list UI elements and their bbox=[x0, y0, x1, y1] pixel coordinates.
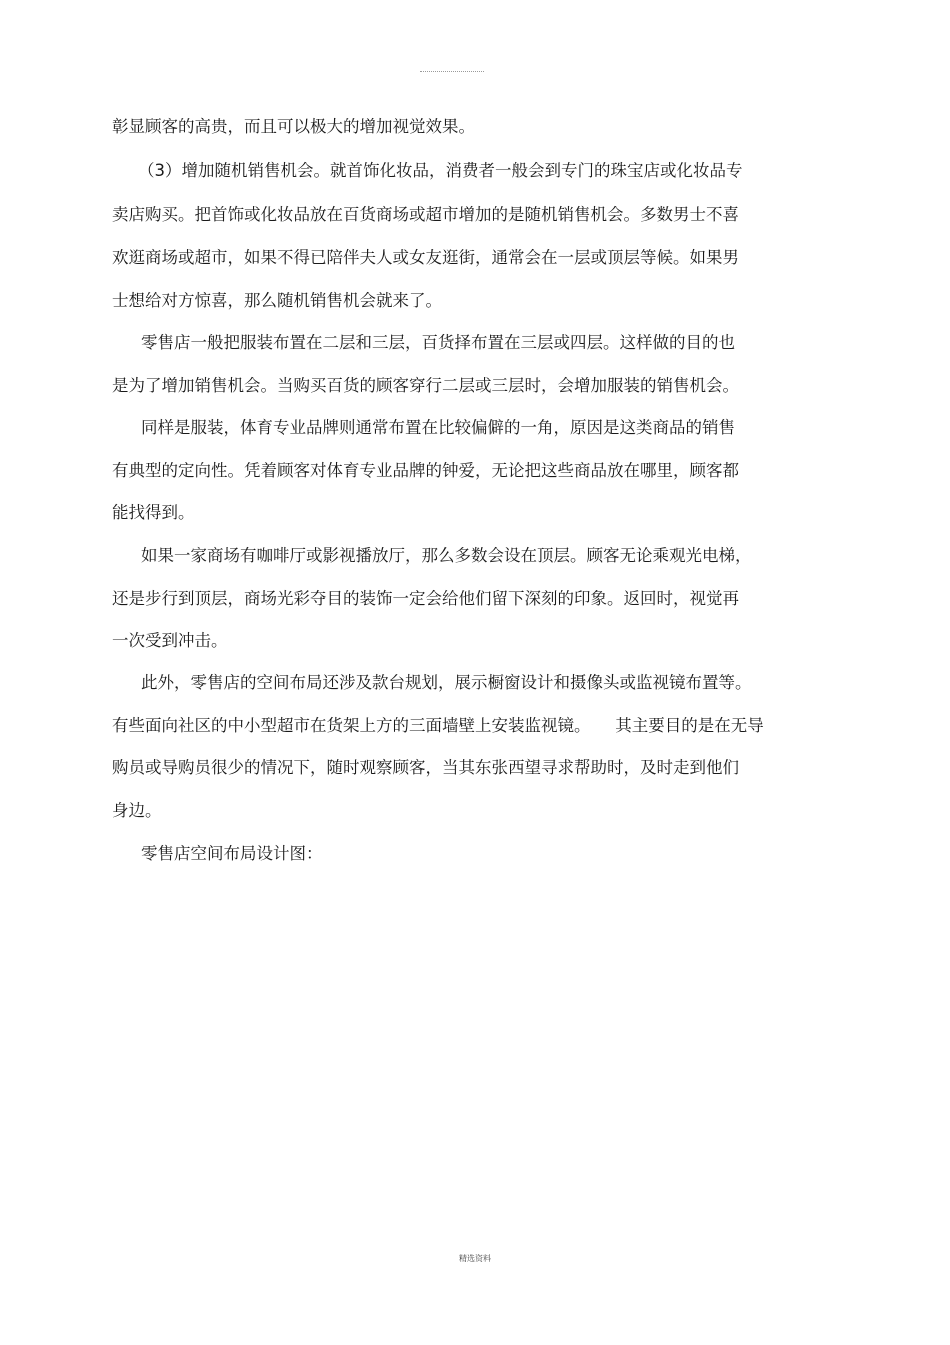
page-footer: 精选资料 bbox=[459, 1254, 491, 1263]
body-line: 购员或导购员很少的情况下，随时观察顾客，当其东张西望寻求帮助时，及时走到他们 bbox=[112, 758, 739, 777]
body-line: 身边。 bbox=[112, 801, 162, 820]
body-line: 如果一家商场有咖啡厅或影视播放厅，那么多数会设在顶层。顾客无论乘观光电梯， bbox=[141, 546, 752, 565]
body-line: 一次受到冲击。 bbox=[112, 631, 228, 650]
body-line: 卖店购买。把首饰或化妆品放在百货商场或超市增加的是随机销售机会。多数男士不喜 bbox=[112, 205, 739, 224]
figure-caption: 零售店空间布局设计图： bbox=[141, 844, 323, 863]
body-line: 有典型的定向性。凭着顾客对体育专业品牌的钟爱，无论把这些商品放在哪里，顾客都 bbox=[112, 461, 739, 480]
body-line: 能找得到。 bbox=[112, 503, 195, 522]
body-line: （3）增加随机销售机会。就首饰化妆品，消费者一般会到专门的珠宝店或化妆品专 bbox=[138, 161, 743, 180]
body-line: 零售店一般把服装布置在二层和三层，百货择布置在三层或四层。这样做的目的也 bbox=[141, 333, 735, 352]
body-line: 此外，零售店的空间布局还涉及款台规划，展示橱窗设计和摄像头或监视镜布置等。 bbox=[141, 673, 752, 692]
body-line: 彰显顾客的高贵，而且可以极大的增加视觉效果。 bbox=[112, 117, 475, 136]
body-line: 士想给对方惊喜，那么随机销售机会就来了。 bbox=[112, 291, 442, 310]
body-line: 还是步行到顶层，商场光彩夺目的装饰一定会给他们留下深刻的印象。返回时，视觉再 bbox=[112, 589, 739, 608]
body-line: 是为了增加销售机会。当购买百货的顾客穿行二层或三层时，会增加服装的销售机会。 bbox=[112, 376, 739, 395]
body-line: 有些面向社区的中小型超市在货架上方的三面墙壁上安装监视镜。 其主要目的是在无导 bbox=[112, 716, 764, 735]
body-line: 欢逛商场或超市，如果不得已陪伴夫人或女友逛街，通常会在一层或顶层等候。如果男 bbox=[112, 248, 739, 267]
header-dotted-rule bbox=[420, 71, 484, 72]
body-line: 同样是服装，体育专业品牌则通常布置在比较偏僻的一角，原因是这类商品的销售 bbox=[141, 418, 735, 437]
